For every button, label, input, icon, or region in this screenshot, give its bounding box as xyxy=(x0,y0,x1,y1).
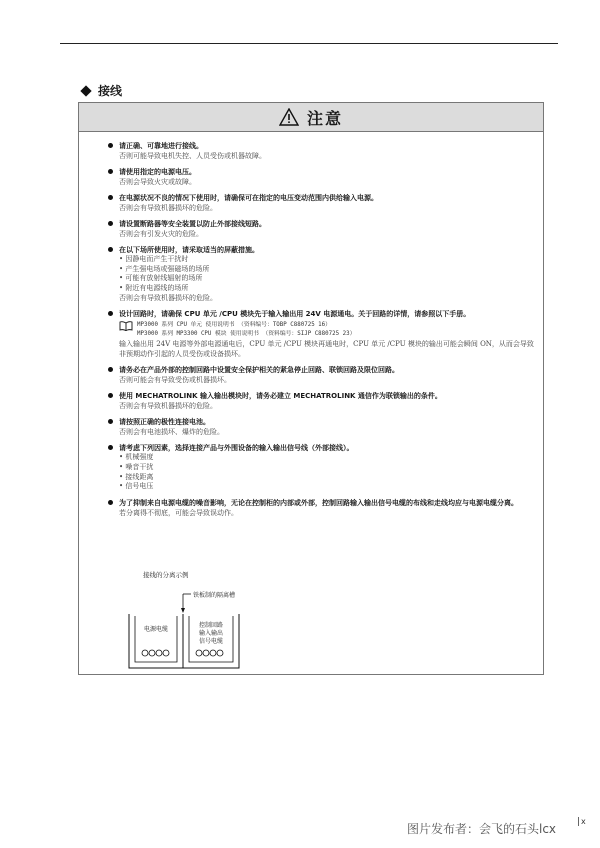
top-rule xyxy=(60,43,558,44)
signal-cable-label: 输入输出 xyxy=(199,630,224,637)
caution-item xyxy=(105,245,535,303)
manual-reference-line: MP3000 系列 MP3300 CPU 模块 使用说明书 （资料编号：SIJP C880725 23） xyxy=(137,331,356,338)
item-title: 在以下场所使用时，请采取适当的屏蔽措施。 xyxy=(105,245,535,255)
bullet-item: • 接线距离 xyxy=(119,473,535,483)
section-heading xyxy=(80,82,122,99)
item-title: 在电源状况不良的情况下使用时，请确保可在指定的电压变动范围内供给输入电源。 xyxy=(105,193,535,203)
signal-cable-circle xyxy=(210,650,216,656)
caution-item xyxy=(105,443,535,491)
signal-cable-circle xyxy=(196,650,202,656)
wiring-separation-diagram xyxy=(119,570,289,670)
diamond-bullet-icon xyxy=(80,85,91,96)
item-title: 请务必在产品外部的控制回路中设置安全保护相关的紧急停止回路、联锁回路及限位回路。 xyxy=(105,365,535,375)
manual-reference xyxy=(105,321,535,339)
manual-reference-line: MP3000 系列 CPU 单元 使用说明书 （资料编号：TOBP C880725 16） xyxy=(137,322,331,329)
bullet-item: • 机械强度 xyxy=(119,453,535,463)
item-title: 请正确、可靠地进行接线。 xyxy=(105,141,535,151)
diagram-caption: 接线的分离示例 xyxy=(143,571,189,579)
item-title: 为了抑制来自电源电缆的噪音影响，无论在控制柜的内部或外部，控制回路输入输出信号电缆的布线和走线均应与电源电缆分离。 xyxy=(105,498,535,508)
signal-cable-circle xyxy=(203,650,209,656)
bullet-list xyxy=(105,255,535,293)
divider-arrow-head xyxy=(181,608,185,613)
item-note: 否则会有导致机器损坏的危险。 xyxy=(119,204,217,212)
signal-cable-circle xyxy=(217,650,223,656)
book-icon xyxy=(119,321,133,331)
item-title: 使用 MECHATROLINK 输入输出模块时，请务必建立 MECHATROLINK 通信作为联锁输出的条件。 xyxy=(105,391,535,401)
caution-item xyxy=(105,193,535,213)
warning-triangle-icon xyxy=(279,108,299,126)
item-note: 否则可能会有导致受伤或机器损坏。 xyxy=(119,376,231,385)
caution-item xyxy=(105,141,535,161)
bullet-item: • 附近有电源线的场所 xyxy=(119,284,535,294)
signal-cable-label: 控制回路 xyxy=(199,622,224,629)
bullet-list xyxy=(105,453,535,491)
signal-cable-label: 信号电缆 xyxy=(199,638,224,645)
section-heading-text: 接线 xyxy=(98,84,123,98)
item-note: 输入输出用 24V 电源等外部电源通电后，CPU 单元 /CPU 模块再通电时，CPU 单元 /CPU 模块的输出可能会瞬间 ON，从而会导致非预期动作引起的人员受伤或设备损坏。 xyxy=(119,340,534,359)
power-cable-label: 电源电缆 xyxy=(144,626,169,633)
item-note: 否则可能导致电机失控、人员受伤或机器故障。 xyxy=(119,152,266,160)
caution-item xyxy=(105,365,535,385)
item-title: 设计回路时，请确保 CPU 单元 /CPU 模块先于输入输出用 24V 电源通电。关于回路的详情，请参照以下手册。 xyxy=(105,309,535,319)
bullet-item: • 因静电而产生干扰时 xyxy=(119,255,535,265)
caution-item xyxy=(105,167,535,187)
left-cable-tray xyxy=(135,616,177,662)
bullet-item: • 产生强电场或强磁场的场所 xyxy=(119,265,535,275)
item-note: 否则会有导致机器损坏的危险。 xyxy=(119,294,217,303)
divider-label: 铁板制的隔离槽 xyxy=(193,592,236,599)
footer-credit: 图片发布者：会飞的石头lcx xyxy=(407,822,557,836)
power-cable-circle xyxy=(142,650,148,656)
power-cable-circle xyxy=(149,650,155,656)
caution-item xyxy=(105,219,535,239)
item-title: 请使用指定的电源电压。 xyxy=(105,167,535,177)
power-cable-circle xyxy=(156,650,162,656)
item-note: 否则会有电池损坏、爆炸的危险。 xyxy=(119,428,224,437)
item-title: 请考虑下列因素，选择连接产品与外围设备的输入输出信号线（外部接线）。 xyxy=(105,443,535,453)
item-note: 否则会有引发火灾的危险。 xyxy=(119,230,203,238)
item-note: 否则会有导致机器损坏的危险。 xyxy=(119,402,217,411)
power-cable-circle xyxy=(163,650,169,656)
item-title: 请设置断路器等安全装置以防止外部接线短路。 xyxy=(105,219,535,229)
caution-header xyxy=(79,103,543,132)
bullet-item: • 噪音干扰 xyxy=(119,463,535,473)
bullet-item: • 可能有放射线辐射的场所 xyxy=(119,274,535,284)
item-note: 若分离得不彻底，可能会导致误动作。 xyxy=(119,508,238,517)
caution-content xyxy=(105,141,535,524)
caution-item xyxy=(105,309,535,359)
item-note: 否则会导致火灾或故障。 xyxy=(119,178,196,186)
item-title: 请按照正确的极性连接电池。 xyxy=(105,417,535,427)
caution-title: 注意 xyxy=(306,108,343,128)
caution-item xyxy=(105,391,535,411)
bullet-item: • 信号电压 xyxy=(119,482,535,492)
caution-box xyxy=(78,102,544,675)
caution-item xyxy=(105,417,535,437)
caution-item xyxy=(105,498,535,518)
page-mark: x xyxy=(578,817,586,826)
